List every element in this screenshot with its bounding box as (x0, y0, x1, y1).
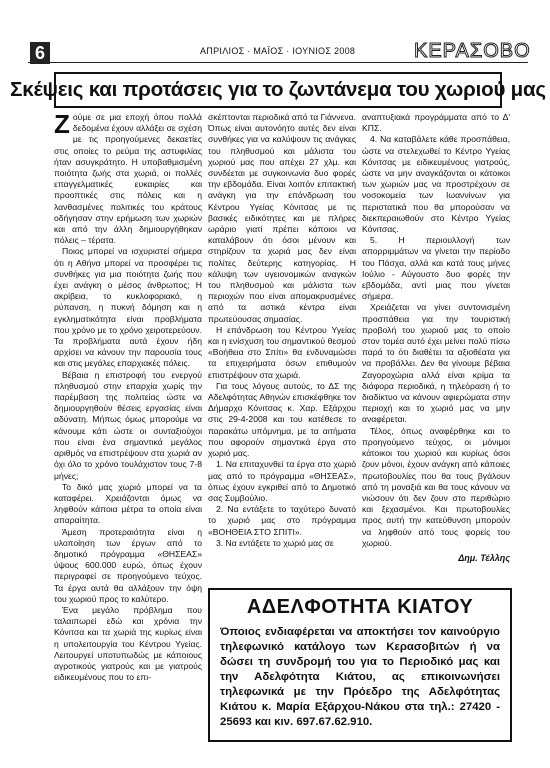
paragraph: Ένα μεγάλο πρόβλημα που ταλαιπωρεί εδώ και χρόνια την Κόνιτσα και τα χωριά της κυρίως είναι η υπολειτουργία του Κέντρου Υγείας. Λειτουργεί υποτυπωδώς με κάποιους αγροτικούς γιατρούς και με γιατρούς ειδικευμένους που το επι- (54, 604, 202, 683)
paragraph: αναπτυξιακά προγράμματα από το Δ' ΚΠΣ. (362, 112, 510, 134)
drop-cap: Ζ (54, 109, 70, 139)
paragraph: σκέπτονται περιοδικά από τα Γιάννενα. Όπως είναι αυτονόητο αυτές δεν είναι συνθήκες για να καλύψουν τις ανάγκες του πληθυσμού και μάλιστα του χωριού μας που απέχει 27 χλμ. και συνδέεται με συγκοινωνία δυο φορές την εβδομάδα. Είναι λοιπόν επιτακτική ανάγκη για την επάνδρωση του Κέντρου Υγείας Κόνιτσας με τις βασικές ειδικότητες και με πλήρες ωράριο γιατί πρέπει κάποιοι να καταλάβουν ότι όσοι μένουν και στηρίζουν τα χωριά μας δεν είναι πολίτες δεύτερης κατηγορίας. Η κάλυψη των υγειονομικών αναγκών του πληθυσμού και μάλιστα των περιοχών που είναι απομακρυσμένες από τα αστικά κέντρα είναι πρωτεύουσας σημασίας. (208, 112, 356, 324)
header-rule (28, 62, 528, 63)
paragraph: 5. Η περιουλλογή των απορριμμάτων να γίνεται την περίοδο του Πάσχα, αλλά και κατά τους μήνες Ιούλιο - Αύγουστο δυο φορές την εβδομάδα, αντί μιας που γίνεται σήμερα. (362, 235, 510, 302)
article-column-2 (208, 112, 356, 549)
paragraph: ούμε σε μια εποχή όπου πολλά δεδομένα έχουν αλλάξει σε σχέση με τις προηγούμενες δεκαετίες στις οποίες το ρεύμα της αστυφιλίας ήταν ασυγκράτητο. Η υποβαθμισμένη ποιότητα ζωής στα χωριά, οι πολλές επαγγελματικές ευκαιρίες και προοπτικές στις πόλεις και η λανθασμένες πολιτικές του κράτους οδήγησαν στην ερήμωση των χωριών και από την άλλη δημιουργήθηκαν πόλεις – τέρατα. (54, 112, 202, 246)
masthead-title: ΚΕΡΑΣΟΒΟ (414, 40, 531, 62)
article-column-3 (362, 112, 510, 564)
author-signature: Δημ. Τέλλης (458, 552, 510, 563)
paragraph: Χρειάζεται να γίνει συντονισμένη προσπάθεια για την τουριστική προβολή του χωριού μας το οποίο στον τομέα αυτό έχει μείνει πολύ πίσω παρά το ότι διαθέτει τα αξιοθέατα για να προβάλλει. Δεν θα γίνουμε βέβαια Ζαγοροχώρια αλλά είναι κρίμα τα διάφορα περιοδικά, η τηλεόραση ή το διαδίκτυο να κάνουν αφιερώματα στην περιοχή και το χωριό μας να μην αναφέρεται. (362, 302, 510, 425)
paragraph: Τέλος, όπως αναφέρθηκε και το προηγούμενο τεύχος, οι μόνιμοι κάτοικοι του χωριού και κυρίως όσοι ζουν μόνοι, έχουν ανάγκη από κάποιες πρωτοβουλίες που θα τους βγάλουν από τη μοναξιά και θα τους κάνουν να νιώσουν ότι δεν ζουν στο περιθώριο και ξεχασμένοι. Και πρωτοβουλίες προς αυτή την κατεύθυνση μπορούν να ληφθούν από τους φορείς του χωριού. (362, 425, 510, 548)
announcement-body: Όποιος ενδιαφέρεται να αποκτήσει τον καινούργιο τηλεφωνικό κατάλογο των Κερασοβιτών ή να δώσει τη συνδρομή του για το Περιοδικό μας και την Αδελφότητα Κιάτου, ας επικοινωνήσει τηλεφωνικά με την Πρόεδρο της Αδελφότητας Κιάτου κ. Μαρία Εξάρχου-Νάκου στα τηλ.: 27420 - 25693 και κιν. 697.67.62.910. (220, 626, 500, 728)
paragraph: 2. Να εντάξετε το ταχύτερο δυνατό το χωριό μας στο πρόγραμμα «ΒΟΗΘΕΙΑ ΣΤΟ ΣΠΙΤΙ». (208, 504, 356, 537)
paragraph: Το δικό μας χωριό μπορεί να τα καταφέρει. Χρειάζονται όμως να ληφθούν κάποια μέτρα τα οποία είναι απαραίτητα. (54, 481, 202, 526)
paragraph: Βέβαια η επιστροφή του ενεργού πληθυσμού στην επαρχία χωρίς την παρέμβαση της πολιτείας ώστε να δημιουργηθούν θέσεις εργασίας είναι αδύνατη. Μήπως όμως μπορούμε να κάνουμε κάτι ώστε οι συνταξιούχοι που είναι ένα σημαντικά μεγάλος αριθμός να επιστρέψουν στα χωριά αν όχι όλο το χρόνο τουλάχιστον τους 7-8 μήνες; (54, 369, 202, 481)
paragraph: Για τους λόγους αυτούς, το ΔΣ της Αδελφότητας Αθηνών επισκέφθηκε τον Δήμαρχο Κόνιτσας κ. Χαρ. Εξάρχου στις 29-4-2008 και του κατέθεσε το παρακάτω υπόμνημα, με τα αιτήματα που αφορούν σημαντικά έργα στο χωριό μας. (208, 380, 356, 459)
paragraph: 1. Να επιταχυνθεί τα έργα στο χωριό μας από το πρόγραμμα «ΘΗΣΕΑΣ», όπως έχουν εγκριθεί από το Δημοτικό σας Συμβούλιο. (208, 459, 356, 503)
paragraph: 4. Να καταβάλετε κάθε προσπάθεια, ώστε να στελεχωθεί το Κέντρο Υγείας Κόνιτσας με ειδικευμένους γιατρούς, ώστε να μην αναγκάζονται οι κάτοικοι των χωριών μας να προστρέχουν σε νοσοκομεία των Ιωαννίνων για περιστατικά που θα μπορούσαν να διεκπεραιωθούν στο Κέντρο Υγείας Κόνιτσας. (362, 134, 510, 235)
paragraph: Η επάνδρωση του Κέντρου Υγείας και η ενίσχυση του σημαντικού θεσμού «Βοήθεια στο Σπίτι» θα ενδυναμώσει τα επιχειρήματα όσων επιθυμούν επιστρέψουν στα χωριά. (208, 324, 356, 380)
article-headline: Σκέψεις και προτάσεις για το ζωντάνεμα του χωριού μας (54, 72, 502, 108)
page-number: 6 (30, 42, 50, 64)
paragraph: 3. Να εντάξετε το χωριό μας σε (216, 537, 334, 548)
announcement-box (208, 588, 512, 742)
paragraph: Ποιος μπορεί να ισχυριστεί σήμερα ότι η Αθήνα μπορεί να προσφέρει τις συνθήκες για μια ποιότητα ζωής που έχει ανάγκη ο μέσος άνθρωπος; Η ακρίβεια, το κυκλοφοριακό, η ρύπανση, η πυκνή δόμηση και η εγκληματικότητα είναι προβλήματα που χρόνο με το χρόνο χειροτερεύουν. Τα προβλήματα αυτά έχουν ήδη αρχίσει να κάνουν την παρουσία τους και στις μεγάλες επαρχιακές πόλεις. (54, 246, 202, 369)
article-column-1 (54, 109, 202, 683)
paragraph: Άμεση προτεραιότητα είναι η υλοποίηση των έργων από το δημοτικό πρόγραμμα «ΘΗΣΕΑΣ» ύψους 600.000 ευρώ, όπως έχουν περιγραφεί σε προηγούμενο τεύχος. Τα έργα αυτά θα αλλάξουν την όψη του χωριού προς το καλύτερο. (54, 526, 202, 604)
announcement-title: ΑΔΕΛΦΟΤΗΤΑ ΚΙΑΤΟΥ (246, 596, 474, 618)
issue-dateline: ΑΠΡΙΛΙΟΣ · ΜΑΪΟΣ · ΙΟΥΝΙΟΣ 2008 (200, 46, 356, 56)
